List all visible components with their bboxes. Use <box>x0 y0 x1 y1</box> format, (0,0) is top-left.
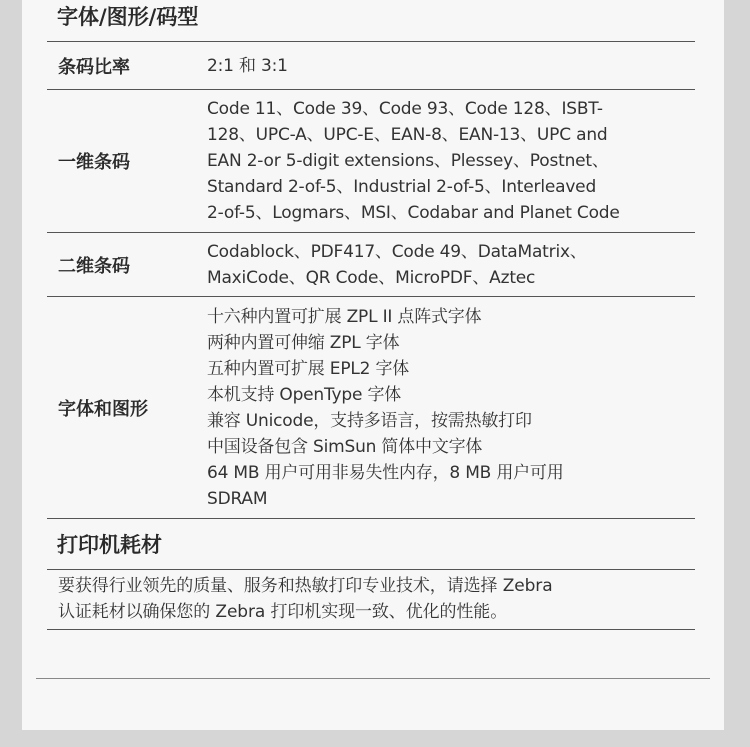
value-line: 128、UPC-A、UPC-E、EAN-8、EAN-13、UPC and <box>207 125 608 145</box>
value-line: EAN 2-or 5-digit extensions、Plessey、Postnet、 <box>207 151 609 171</box>
row-value <box>207 304 695 512</box>
value-line: 五种内置可扩展 EPL2 字体 <box>207 358 410 379</box>
paragraph-line: 认证耗材以确保您的 Zebra 打印机实现一致、优化的性能。 <box>58 602 508 622</box>
row-label: 二维条码 <box>58 255 130 277</box>
spec-content <box>47 0 695 630</box>
value-line: 中国设备包含 SimSun 简体中文字体 <box>207 436 483 457</box>
value-line: 十六种内置可扩展 ZPL II 点阵式字体 <box>207 306 482 327</box>
paragraph-line: 要获得行业领先的质量、服务和热敏打印专业技术，请选择 Zebra <box>58 576 553 596</box>
value-line: Codablock、PDF417、Code 49、DataMatrix、 <box>207 241 587 262</box>
value-line: 两种内置可伸缩 ZPL 字体 <box>207 332 400 353</box>
section-title-printer-supplies: 打印机耗材 <box>47 519 695 570</box>
value-line: Code 11、Code 39、Code 93、Code 128、ISBT- <box>207 99 603 119</box>
value-line: MaxiCode、QR Code、MicroPDF、Aztec <box>207 267 536 288</box>
row-value <box>207 239 695 291</box>
row-label: 字体和图形 <box>58 398 148 420</box>
row-label: 条码比率 <box>58 56 130 78</box>
value-line: 本机支持 OpenType 字体 <box>207 384 402 405</box>
row-label: 一维条码 <box>58 152 130 173</box>
spec-row-2d-barcodes <box>47 233 695 297</box>
row-value <box>207 96 695 226</box>
value-line: 64 MB 用户可用非易失性内存，8 MB 用户可用 <box>207 462 564 483</box>
spec-row-barcode-ratio <box>47 42 695 90</box>
document-page <box>22 0 724 730</box>
value-line: 2:1 和 3:1 <box>207 55 288 76</box>
section-title-fonts-graphics-symbologies: 字体/图形/码型 <box>47 0 695 42</box>
spec-row-linear-barcodes <box>47 90 695 233</box>
value-line: Standard 2-of-5、Industrial 2-of-5、Interleaved <box>207 177 597 197</box>
value-line: SDRAM <box>207 488 268 509</box>
value-line: 兼容 Unicode，支持多语言，按需热敏打印 <box>207 410 532 431</box>
page-divider <box>36 678 710 679</box>
spec-row-fonts-graphics <box>47 297 695 519</box>
value-line: 2-of-5、Logmars、MSI、Codabar and Planet Code <box>207 203 620 223</box>
row-value <box>207 53 695 79</box>
supplies-description <box>47 570 695 630</box>
